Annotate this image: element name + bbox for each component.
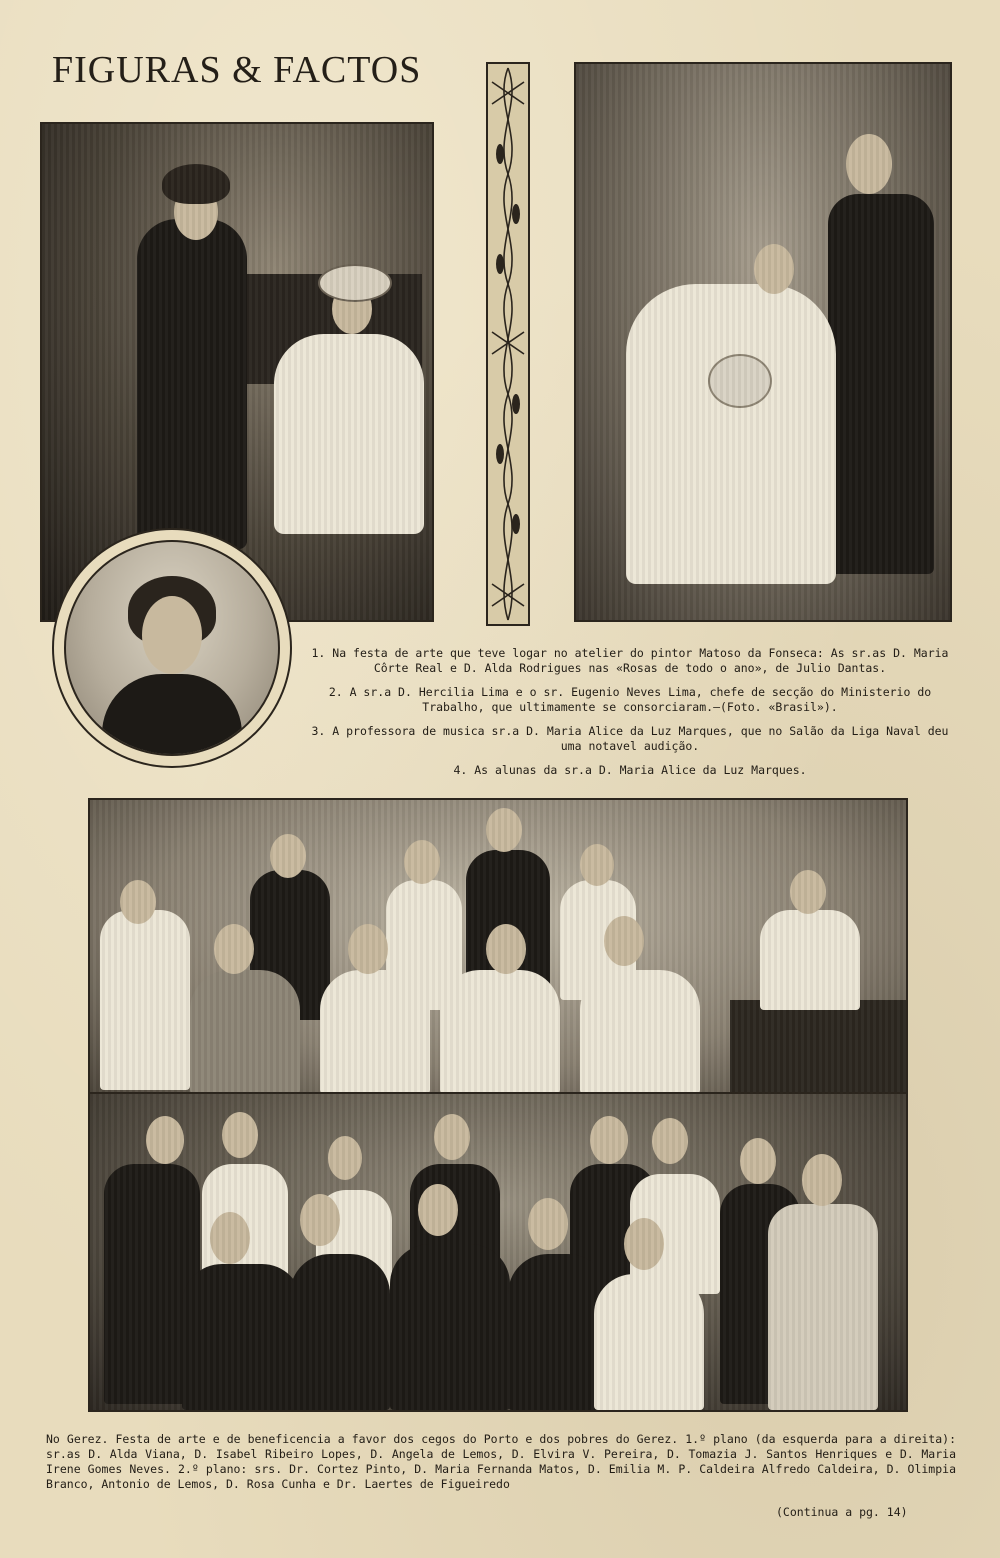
student-face [580,844,614,886]
seated-figure-hat [318,264,392,302]
caption-4: 4. As alunas da sr.a D. Maria Alice da Luz Marques. [453,763,807,777]
seated-lady-face [418,1184,458,1236]
student-face [120,880,156,924]
standing-figure-face [174,184,218,240]
seated-woman-face [214,924,254,974]
bouquet [708,354,772,408]
student-figure [466,850,550,990]
caption-2: 2. A sr.a D. Hercilia Lima e o sr. Eugenio Neves Lima, chefe de secção do Ministerio do Trabalho, que ultimamente se consorciaram.—(Foto. «Brasil»). [328,685,932,714]
seated-lady [290,1254,390,1410]
caption-1: 1. Na festa de arte que teve logar no atelier do pintor Matoso da Fonseca: As sr.as D. Maria Côrte Real e D. Alda Rodrigues nas «Rosas de todo o ano», de Julio Dantas. [311,646,949,675]
seated-figure-face [332,284,372,334]
seated-woman [440,970,560,1094]
seated-lady-face [528,1198,568,1250]
seated-lady [594,1274,704,1410]
student-face [486,808,522,852]
bride-dress [626,284,836,584]
seated-lady [390,1244,510,1410]
student-figure [560,880,636,1000]
student-figure [386,880,462,1010]
man-figure [570,1164,656,1294]
girl-standing-face [802,1154,842,1206]
seated-woman [190,970,300,1094]
portrait-medallion [52,528,292,768]
man-figure [720,1184,800,1404]
groom-figure [828,194,934,574]
girl-standing [768,1204,878,1410]
photo-captions [300,646,960,787]
photo-gerez-group [88,1092,908,1412]
man-face [434,1114,470,1160]
girl-at-table-face [790,870,826,914]
student-face [270,834,306,878]
portrait-photo [64,540,280,756]
woman-figure [630,1174,720,1294]
man-face [146,1116,184,1164]
girl-at-table [760,910,860,1010]
group-photo-caption: No Gerez. Festa de arte e de beneficencia a favor dos cegos do Porto e dos pobres do Gerez. 1.º plano (da esquerda para a direita): sr.as D. Alda Viana, D. Isabel Ribeiro Lopes, D. Angela de Lemos, D. Elvira V. Pereira, D. Tomazia J. Santos Henriques e D. Maria Irene Gomes Neves. 2.º plano: srs. Dr. Cortez Pinto, D. Maria Fernanda Matos, D. Emilia M. P. Caldeira Alfredo Caldeira, D. Olimpia Branco, Antonio de Lemos, D. Rosa Cunha e Dr. Laertes de Figueiredo [46,1432,956,1491]
portrait-dress [102,674,242,756]
seated-woman-face [604,916,644,966]
photo-students-group [88,798,908,1096]
man-figure [410,1164,500,1284]
woman-figure [316,1190,392,1290]
page-title: FIGURAS & FACTOS [52,49,422,91]
bride-face [754,244,794,294]
seated-lady [508,1254,608,1410]
seated-woman [320,970,430,1094]
seated-woman-face [486,924,526,974]
student-face [404,840,440,884]
woman-face [652,1118,688,1164]
table [730,1000,906,1094]
man-face [590,1116,628,1164]
piano [242,274,422,384]
groom-face [846,134,892,194]
seated-lady-face [300,1194,340,1246]
portrait-face [142,596,202,674]
woman-face [328,1136,362,1180]
ornamental-divider [486,62,530,626]
continued-on-page: (Continua a pg. 14) [776,1505,908,1519]
standing-figure-veil [162,164,230,204]
seated-lady-face [624,1218,664,1270]
caption-3: 3. A professora de musica sr.a D. Maria Alice da Luz Marques, que no Salão da Liga Naval deu uma notavel audição. [311,724,949,753]
woman-figure [202,1164,288,1284]
student-figure [100,910,190,1090]
woman-face [222,1112,258,1158]
seated-lady-face [210,1212,250,1264]
man-face [740,1138,776,1184]
standing-figure [137,219,247,549]
man-figure [104,1164,200,1404]
seated-woman-face [348,924,388,974]
seated-lady [182,1264,302,1410]
photo-wedding-couple [574,62,952,622]
seated-woman [580,970,700,1094]
seated-figure-dress [274,334,424,534]
student-figure [250,870,330,1020]
